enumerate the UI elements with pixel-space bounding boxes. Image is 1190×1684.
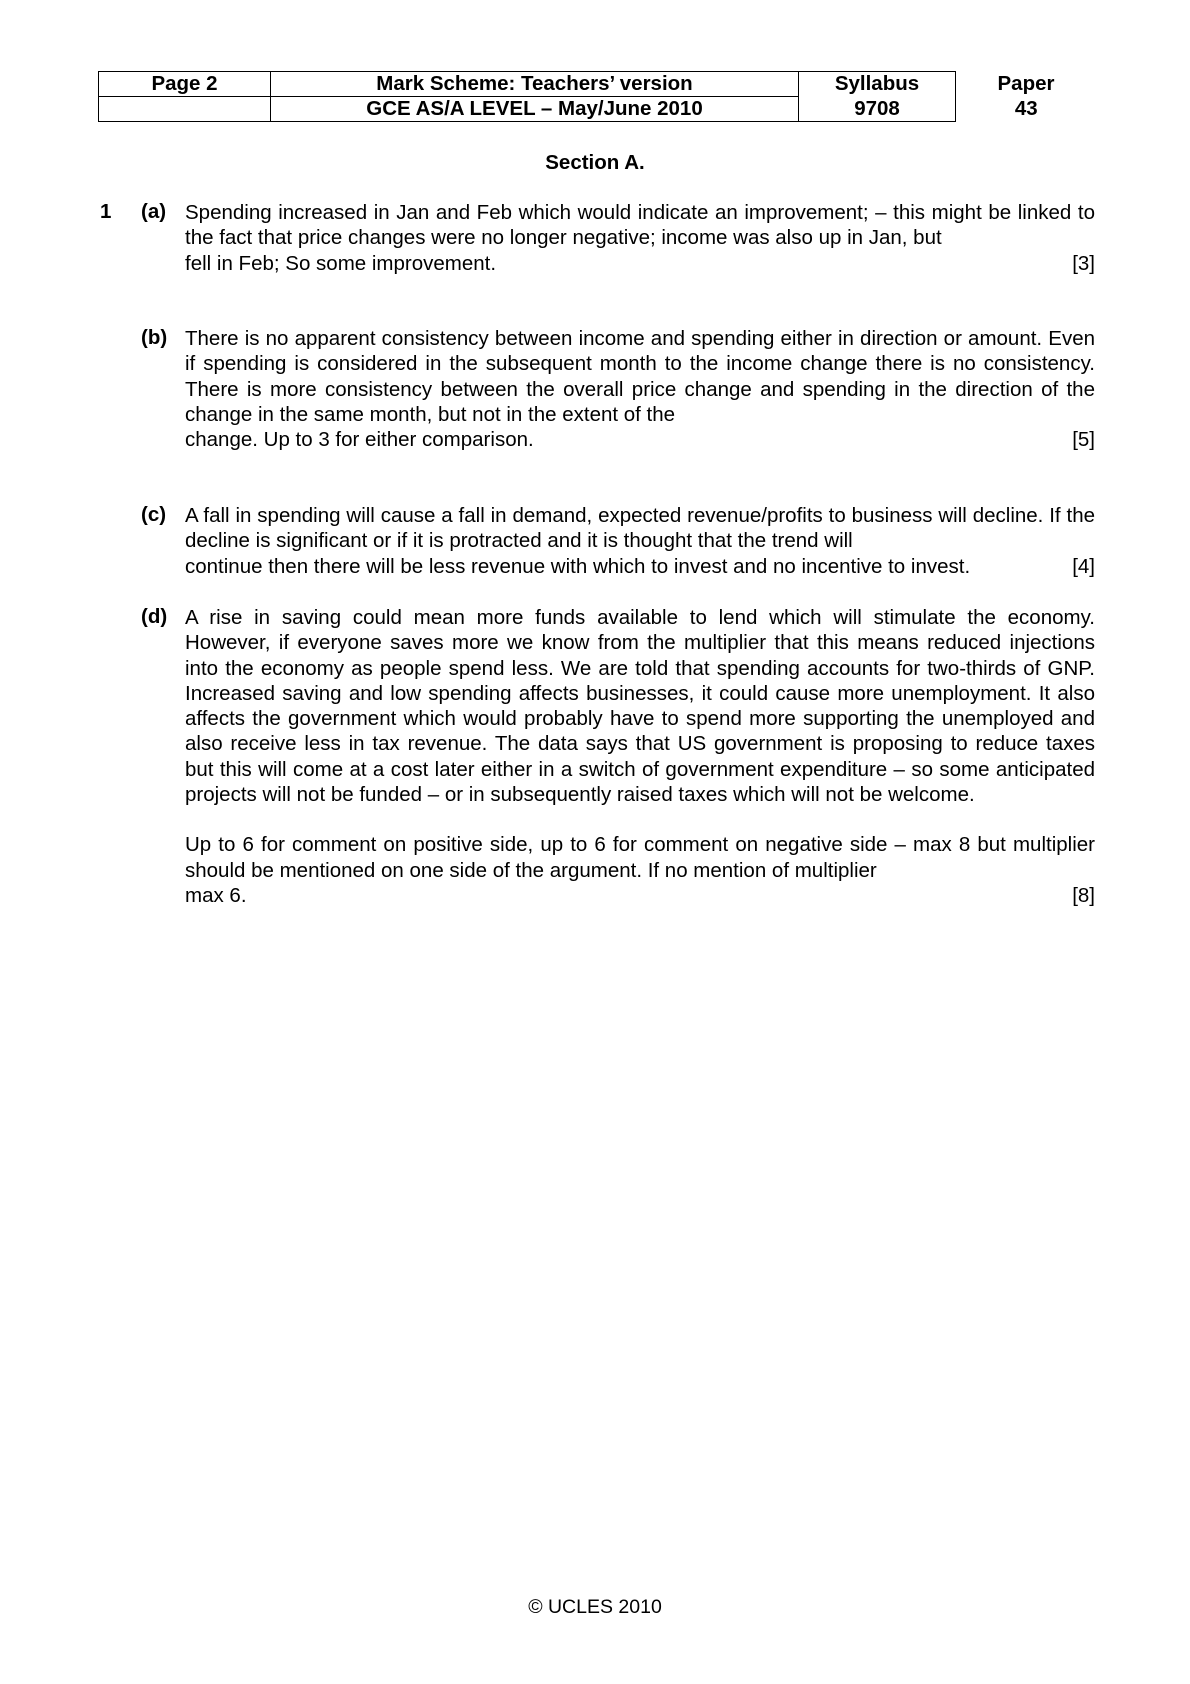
- part-a-label: (a): [141, 200, 167, 223]
- part-c-text: [185, 503, 1095, 579]
- header-exam: GCE AS/A LEVEL – May/June 2010: [271, 97, 799, 122]
- section-title: Section A.: [545, 151, 645, 174]
- part-c-label: (c): [141, 503, 167, 526]
- part-d-label: (d): [141, 605, 168, 628]
- part-d-last: max 6.: [185, 883, 247, 907]
- part-d-marks: [8]: [1072, 883, 1095, 907]
- part-c-last-line: [185, 554, 1095, 579]
- header-page: Page 2: [99, 72, 271, 97]
- part-b-body: There is no apparent consistency between income and spending either in direction or amount. Even if spending is considered in the subsequent month to the income change there is no consistency. There is more consistency between the overall price change and spending in the direction of the change in the same month, but not in the extent of the: [185, 327, 1095, 426]
- part-d-last-line: [185, 883, 1095, 908]
- copyright-footer: © UCLES 2010: [528, 1596, 662, 1618]
- header-syllabus-label: Syllabus: [799, 72, 956, 97]
- part-a-last-line: [185, 251, 1095, 276]
- header-empty-cell: [99, 97, 271, 122]
- question-number: 1: [100, 200, 112, 223]
- part-a-body: Spending increased in Jan and Feb which would indicate an improvement; – this might be linked to the fact that price changes were no longer negative; income was also up in Jan, but: [185, 201, 1095, 250]
- part-a-text: [185, 200, 1095, 276]
- header-paper-label: Paper: [997, 72, 1055, 95]
- part-b-label: (b): [141, 326, 168, 349]
- header-paper-number: 43: [1014, 97, 1038, 120]
- part-a-last: fell in Feb; So some improvement.: [185, 251, 497, 275]
- header-syllabus-code: 9708: [799, 97, 956, 122]
- part-b-last: change. Up to 3 for either comparison.: [185, 428, 534, 452]
- part-c-body: A fall in spending will cause a fall in demand, expected revenue/profits to business will decline. If the decline is significant or if it is protracted and it is thought that the trend will: [185, 504, 1095, 553]
- header-table: [98, 71, 1097, 122]
- header-title: Mark Scheme: Teachers’ version: [271, 72, 799, 97]
- part-b-marks: [5]: [1072, 428, 1095, 452]
- part-d-text: [185, 605, 1095, 908]
- part-c-last: continue then there will be less revenue with which to invest and no incentive to invest.: [185, 554, 971, 578]
- part-b-last-line: [185, 427, 1095, 452]
- part-b-text: [185, 326, 1095, 452]
- part-d-body-2: Up to 6 for comment on positive side, up to 6 for comment on negative side – max 8 but multiplier should be mentioned on one side of the argument. If no mention of multiplier: [185, 833, 1095, 882]
- part-d-body: A rise in saving could mean more funds available to lend which will stimulate the economy. However, if everyone saves more we know from the multiplier that this means reduced injections into the economy as people spend less. We are told that spending accounts for two-thirds of GNP. Increased saving and low spending affects businesses, it could cause more unemployment. It also affects the government which would probably have to spend more supporting the unemployed and also receive less in tax revenue. The data says that US government is proposing to reduce taxes but this will come at a cost later either in a switch of government expenditure – so some anticipated projects will not be funded – or in subsequently raised taxes which will not be welcome.: [185, 606, 1095, 807]
- part-c-marks: [4]: [1072, 554, 1095, 578]
- part-a-marks: [3]: [1072, 251, 1095, 275]
